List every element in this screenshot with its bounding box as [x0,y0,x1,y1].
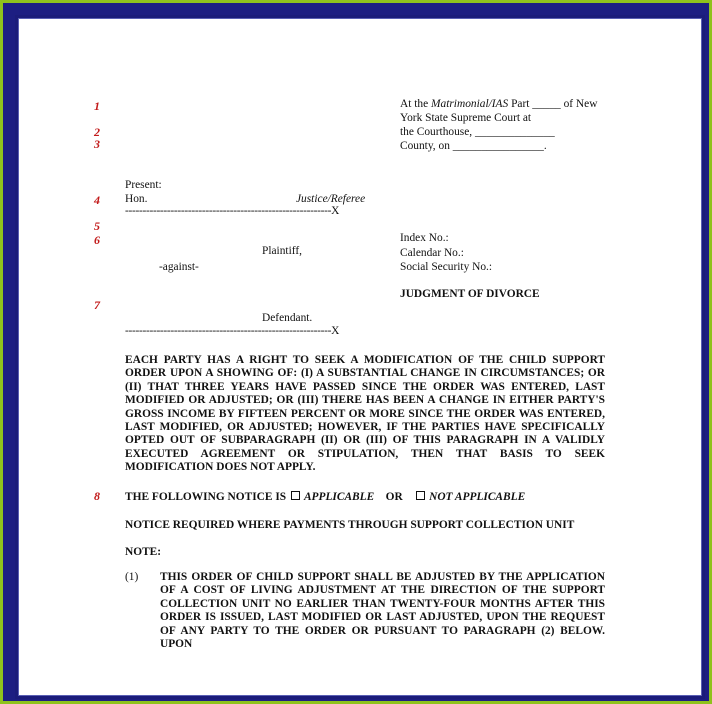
modification-notice-paragraph: EACH PARTY HAS A RIGHT TO SEEK A MODIFICATION OF THE CHILD SUPPORT ORDER UPON A SHOWING OF: (I) A SUBSTANTIAL CHANGE IN CIRCUMSTANCES; OR (II) THAT THREE YEARS HAVE PASSED SINCE THE ORDER WAS ENTERED, LAST MODIFIED OR ADJUSTED; OR (III) THERE HAS BEEN A CHANGE IN EITHER PARTY'S GROSS INCOME BY FIFTEEN PERCENT OR MORE SINCE THE ORDER WAS ENTERED, LAST MODIFIED, OR ADJUSTED; HOWEVER, IF THE PARTIES HAVE SPECIFICALLY OPTED OUT OF SUBPARAGRAPH (II) OR (III) OF THIS PARAGRAPH IN A VALIDLY EXECUTED AGREEMENT OR STIPULATION, THEN THAT BASIS TO SEEK MODIFICATION DOES NOT APPLY. [125,354,605,474]
margin-number-2: 2 [94,125,100,139]
plaintiff-label: Plaintiff, [262,245,302,257]
applicable-label: APPLICABLE [303,491,375,503]
notice-required-heading: NOTICE REQUIRED WHERE PAYMENTS THROUGH SUPPORT COLLECTION UNIT [125,519,575,531]
margin-number-1: 1 [94,99,100,113]
caption-line-1-a: At the [400,98,432,110]
document-title: JUDGMENT OF DIVORCE [400,288,540,300]
margin-number-4: 4 [94,193,100,207]
caption-divider-top: -----------------------------------------------------------X [125,205,340,217]
caption-divider-bottom: -----------------------------------------------------------X [125,325,340,337]
caption-line-2: York State Supreme Court at [400,112,532,124]
following-notice-text: THE FOLLOWING NOTICE IS [125,491,287,503]
margin-number-7: 7 [94,298,100,312]
outer-frame [3,3,709,701]
caption-line-3: the Courthouse, ______________ [400,126,555,138]
caption-line-1-c: Part _____ of New [508,98,598,110]
margin-number-8: 8 [94,489,100,503]
not-applicable-checkbox[interactable] [416,491,425,500]
present-label: Present: [125,179,162,191]
margin-number-3: 3 [94,137,100,151]
against-label: -against- [159,261,199,273]
or-label: OR [385,491,403,503]
applicable-checkbox[interactable] [291,491,300,500]
caption-line-1 [400,98,597,112]
page-content [18,18,702,696]
ssn-label: Social Security No.: [400,261,493,273]
caption-line-4: County, on ________________. [400,140,547,152]
margin-number-5: 5 [94,219,100,233]
note-label: NOTE: [125,546,162,558]
not-applicable-label: NOT APPLICABLE [429,491,526,503]
following-notice-line [125,491,525,505]
margin-number-6: 6 [94,233,100,247]
item-1-text: THIS ORDER OF CHILD SUPPORT SHALL BE ADJUSTED BY THE APPLICATION OF A COST OF LIVING ADJUSTMENT AT THE DIRECTION OF THE SUPPORT COLLECTION UNIT NO EARLIER THAN TWENTY-FOUR MONTHS AFTER THIS ORDER IS ISSUED, LAST MODIFIED OR LAST ADJUSTED, UPON THE REQUEST OF ANY PARTY TO THE ORDER OR PURSUANT TO PARAGRAPH (2) BELOW. UPON [160,571,605,651]
index-no-label: Index No.: [400,232,449,244]
calendar-no-label: Calendar No.: [400,247,464,259]
defendant-label: Defendant. [262,312,313,324]
justice-referee-label: Justice/Referee [296,193,366,205]
item-1-number: (1) [125,571,139,583]
hon-label: Hon. [125,193,148,205]
caption-part-name: Matrimonial/IAS [431,98,509,110]
document-page [15,15,705,699]
